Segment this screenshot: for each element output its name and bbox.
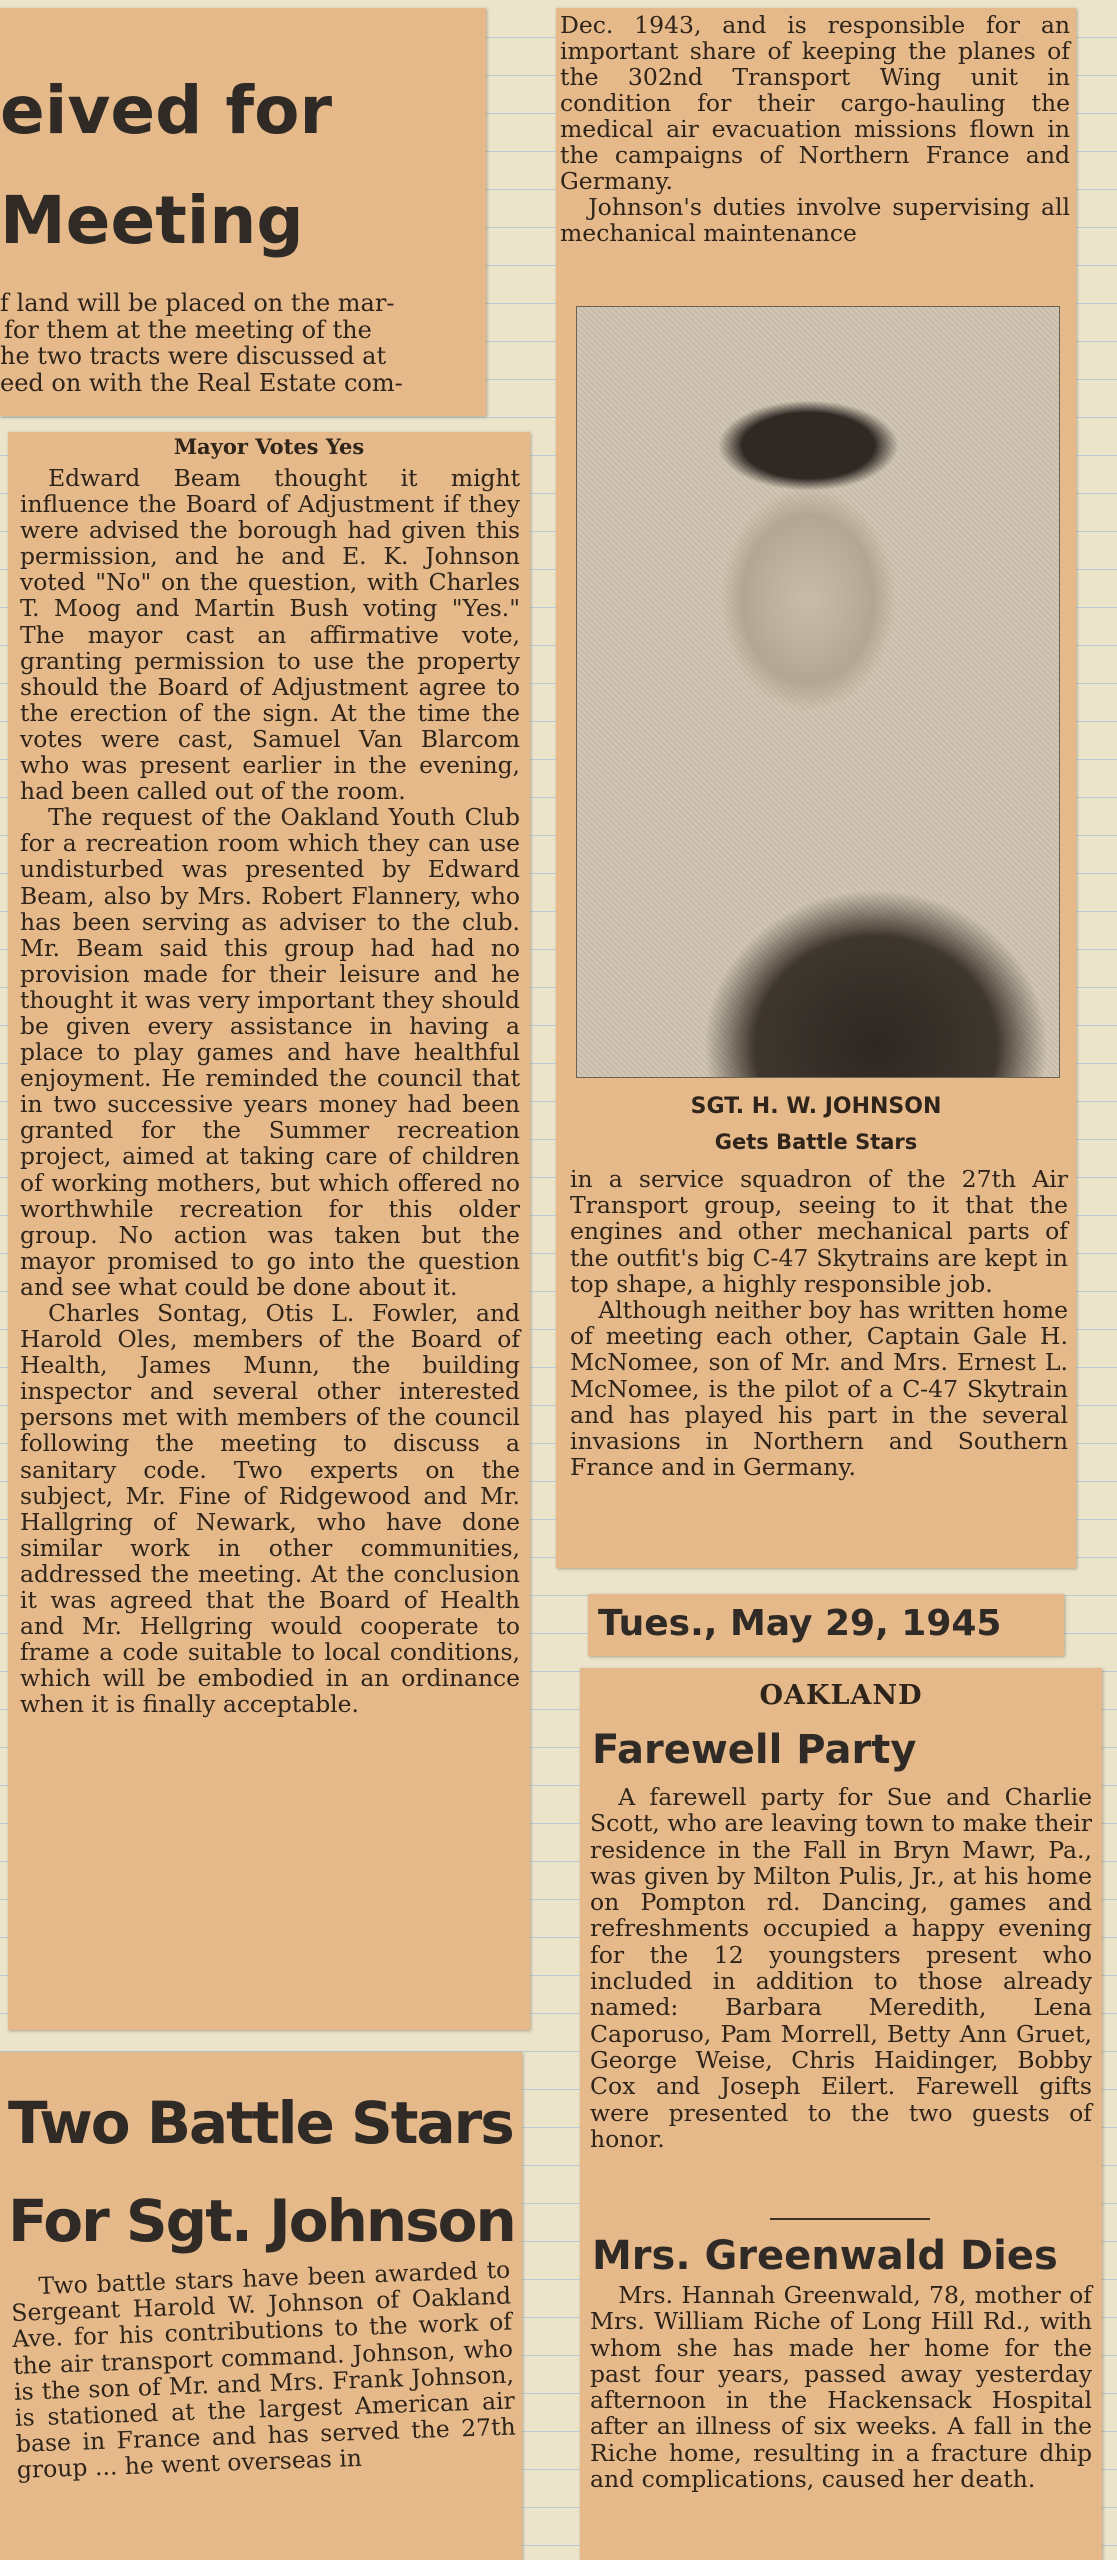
johnson-caption-name: SGT. H. W. JOHNSON — [690, 1094, 942, 1119]
date-clipping — [588, 1594, 1064, 1656]
johnson-top-body — [560, 12, 1070, 246]
meeting-headline-line2: Meeting — [0, 182, 304, 259]
date-label: Tues., May 29, 1945 — [598, 1603, 1002, 1644]
farewell-body — [590, 1784, 1092, 2152]
battle-stars-headline-line2: For Sgt. Johnson — [8, 2187, 515, 2255]
johnson-top-paragraph: Johnson's duties involve supervising all mechanical maintenance — [560, 193, 1070, 247]
johnson-bottom-paragraph: in a service squadron of the 27th Air Transport group, seeing to it that the engines and other mechanical parts of the outfit's big C-47 Skytrains are kept in top shape, a highly responsible job. — [570, 1165, 1068, 1298]
meeting-text — [0, 290, 476, 396]
mayor-paragraph: The request of the Oakland Youth Club for a recreation room which they can use undisturbed was presented by Edward Beam, also by Mrs. Robert Flannery, who has been serving as adviser to the club. Mr. Beam said this group had had no provision made for their leisure and he thought it was very important they should be given every assistance in having a place to play games and have healthful enjoyment. He reminded the council that in two successive years money had been granted for the Summer recreation project, aimed at taking care of children of working mothers, but which offered no worthwhile recreation for this older group. No action was taken but the mayor promised to go into the question and see what could be done about it. — [20, 803, 520, 1301]
meeting-line: he two tracts were discussed at — [0, 342, 387, 370]
battle-stars-headline-line1: Two Battle Stars — [8, 2089, 513, 2157]
oakland-clipping — [580, 1668, 1102, 2560]
mayor-subhead: Mayor Votes Yes — [173, 434, 365, 459]
johnson-bottom-paragraph: Although neither boy has written home of meeting each other, Captain Gale H. McNomee, son of Mr. and Mrs. Ernest L. McNomee, is the pilot of a C-47 Skytrain and has played his part in the several invasions in Northern and Southern France and in Germany. — [570, 1296, 1068, 1482]
johnson-bottom-body — [570, 1166, 1068, 1480]
oakland-section-header: OAKLAND — [759, 1680, 923, 1711]
mayor-votes-clipping — [8, 432, 530, 2030]
johnson-caption-sub: Gets Battle Stars — [714, 1130, 918, 1154]
meeting-line: for them at the meeting of the — [4, 315, 372, 344]
battle-stars-body — [10, 2257, 517, 2484]
battle-stars-clipping — [0, 2052, 522, 2560]
johnson-article-clipping — [556, 8, 1076, 1568]
greenwald-paragraph: Mrs. Hannah Greenwald, 78, mother of Mrs. William Riche of Long Hill Rd., with whom she has made her home for the past four years, passed away yesterday afternoon in the Hackensack Hospital after an illness of six weeks. A fall in the Riche home, resulting in a fracture dhip and complications, caused her death. — [590, 2281, 1092, 2494]
section-divider — [770, 2218, 930, 2220]
battle-stars-paragraph: Two battle stars have been awarded to Sergeant Harold W. Johnson of Oakland Ave. for his contributions to the work of the air transport command. Johnson, who is the son of Mr. and Mrs. Frank Johnson, is stationed at the largest American air base in France and has served the 27th group ... he went overseas in — [10, 2255, 517, 2485]
meeting-line: f land will be placed on the mar- — [0, 289, 395, 317]
farewell-paragraph: A farewell party for Sue and Charlie Scott, who are leaving town to make their residence in the Fall in Bryn Mawr, Pa., was given by Milton Pulis, Jr., at his home on Pompton rd. Dancing, games and refreshments occupied a happy evening for the 12 youngsters present who included in addition to those already named: Barbara Meredith, Lena Caporuso, Pam Morrell, Betty Ann Gruet, George Weise, Chris Haidinger, Bobby Cox and Joseph Eilert. Farewell gifts were presented to the two guests of honor. — [590, 1783, 1092, 2153]
mayor-paragraph: Charles Sontag, Otis L. Fowler, and Harold Oles, members of the Board of Health, James Munn, the building inspector and several other interested persons met with members of the council following the meeting to discuss a sanitary code. Two experts on the subject, Mr. Fine of Ridgewood and Mr. Hallgring of Newark, who have done similar work in other communities, addressed the meeting. At the conclusion it was agreed that the Board of Health and Mr. Hellgring would cooperate to frame a code suitable to local conditions, which will be embodied in an ordinance when it is finally acceptable. — [20, 1299, 520, 1719]
johnson-portrait-photo — [576, 306, 1060, 1078]
meeting-line: eed on with the Real Estate com- — [0, 368, 403, 397]
mayor-paragraph: Edward Beam thought it might influence the Board of Adjustment if they were advised the borough had given this permission, and he and E. K. Johnson voted "No" on the question, with Charles T. Moog and Martin Bush voting "Yes." The mayor cast an affirmative vote, granting permission to use the property should the Board of Adjustment agree to the erection of the sign. At the time the votes were cast, Samuel Van Blarcom who was present earlier in the evening, had been called out of the room. — [20, 464, 520, 806]
farewell-headline: Farewell Party — [592, 1727, 917, 1773]
meeting-headline-line1: eived for — [0, 72, 332, 149]
greenwald-body — [590, 2282, 1092, 2492]
mayor-article-body — [20, 465, 520, 1718]
greenwald-headline: Mrs. Greenwald Dies — [592, 2233, 1058, 2279]
top-meeting-clipping — [0, 8, 486, 416]
johnson-top-paragraph: Dec. 1943, and is responsible for an important share of keeping the planes of the 302nd Transport Wing unit in condition for their cargo-hauling the medical air evacuation missions flown in the campaigns of Northern France and Germany. — [560, 11, 1070, 195]
